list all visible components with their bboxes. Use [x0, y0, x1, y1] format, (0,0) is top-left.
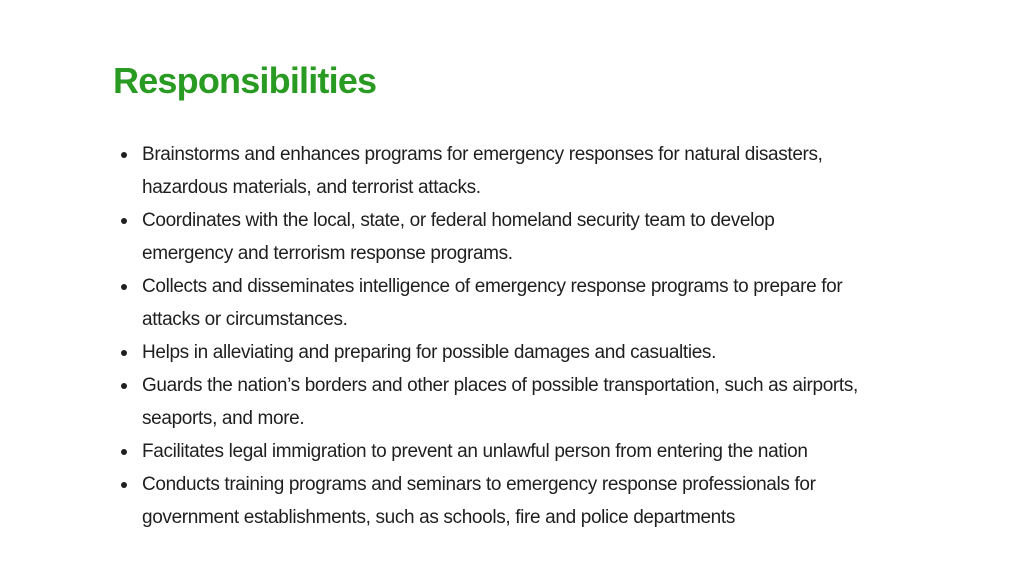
list-item-text-line-1: Collects and disseminates intelligence of emergency response programs to prepare for: [142, 276, 843, 297]
responsibilities-list: [142, 138, 942, 534]
bullet-icon: [121, 350, 127, 356]
list-item-text-line-1: Helps in alleviating and preparing for possible damages and casualties.: [142, 342, 717, 363]
list-item: [142, 270, 942, 336]
list-item: [142, 204, 942, 270]
list-item-text-line-1: Coordinates with the local, state, or federal homeland security team to develop: [142, 210, 775, 231]
list-item: [142, 369, 942, 435]
list-item-text-line-1: Conducts training programs and seminars to emergency response professionals for: [142, 474, 816, 495]
bullet-icon: [121, 152, 127, 158]
list-item: [142, 336, 942, 369]
list-item: [142, 435, 942, 468]
list-item-text-line-2: hazardous materials, and terrorist attacks.: [142, 177, 481, 198]
bullet-icon: [121, 284, 127, 290]
section-heading: Responsibilities: [113, 60, 377, 101]
list-item: [142, 468, 942, 534]
bullet-icon: [121, 383, 127, 389]
list-item-text-line-2: government establishments, such as schools, fire and police departments: [142, 507, 735, 528]
list-item-text-line-2: seaports, and more.: [142, 408, 305, 429]
bullet-icon: [121, 218, 127, 224]
list-item: [142, 138, 942, 204]
list-item-text-line-2: attacks or circumstances.: [142, 309, 348, 330]
bullet-icon: [121, 482, 127, 488]
bullet-icon: [121, 449, 127, 455]
list-item-text-line-1: Brainstorms and enhances programs for emergency responses for natural disasters,: [142, 144, 823, 165]
list-item-text-line-1: Facilitates legal immigration to prevent an unlawful person from entering the nation: [142, 441, 808, 462]
list-item-text-line-2: emergency and terrorism response programs.: [142, 243, 513, 264]
list-item-text-line-1: Guards the nation’s borders and other places of possible transportation, such as airports,: [142, 375, 858, 396]
